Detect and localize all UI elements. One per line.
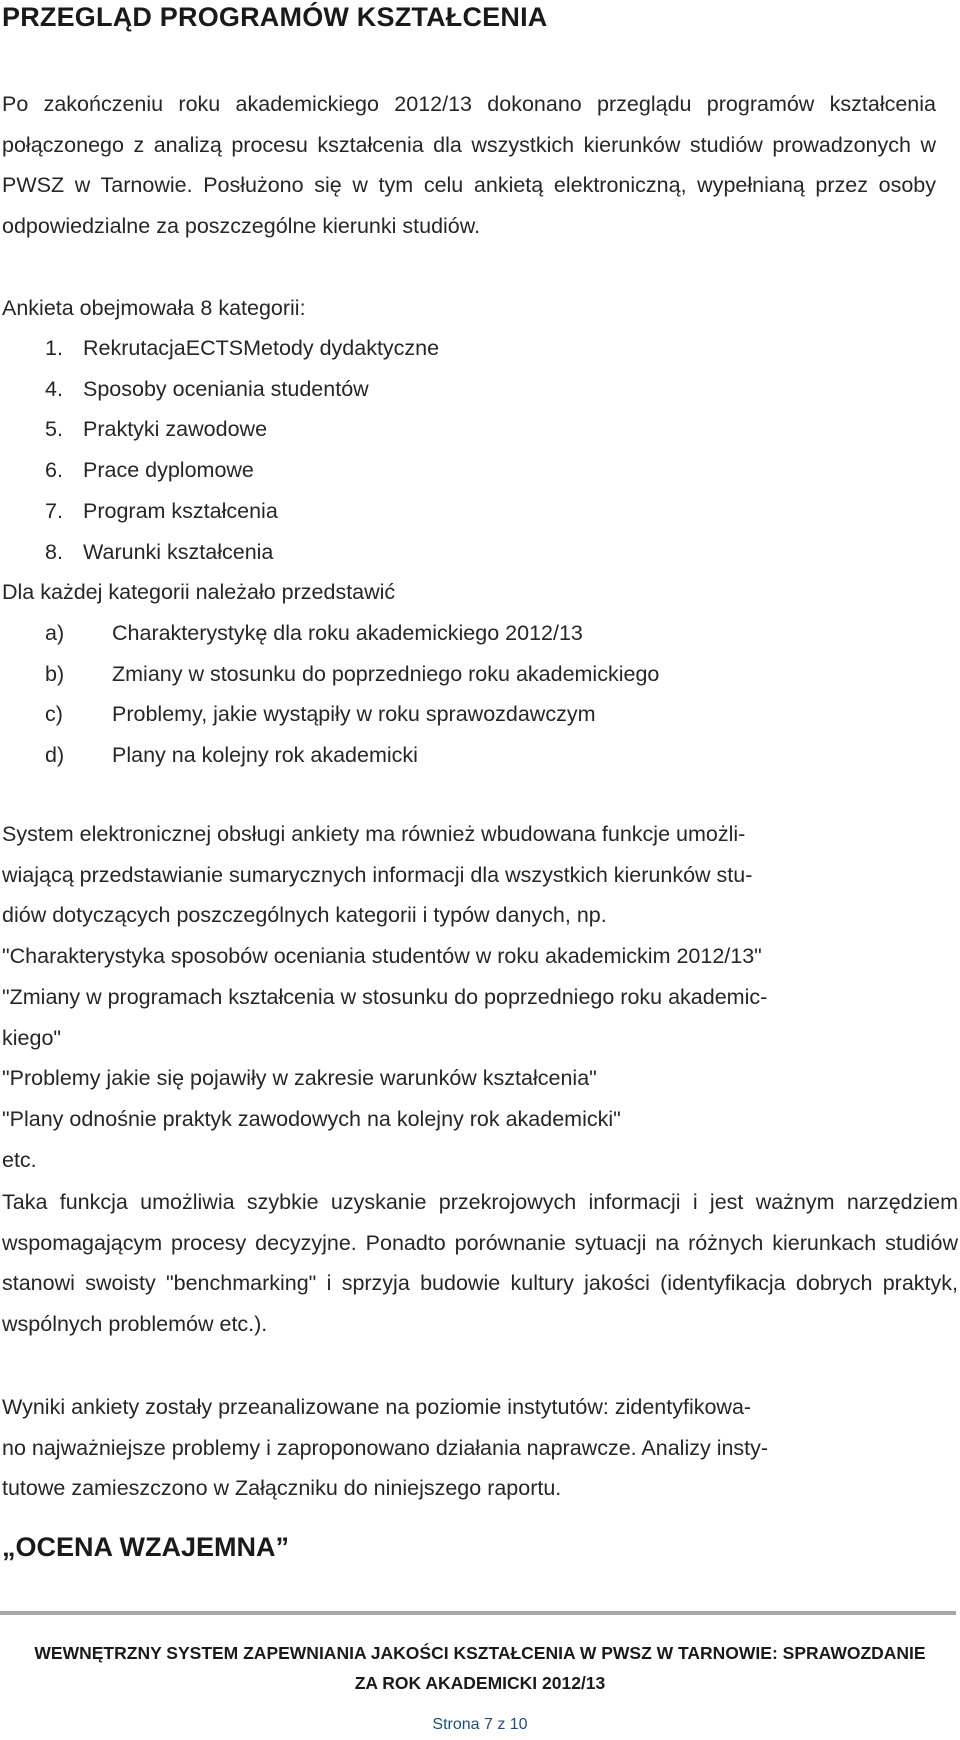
intro-text: Po zakończeniu roku akademickiego 2012/13 dokonano przeglądu programów kształcenia połączonego z analizą procesu kształcenia dla wszystkich kierunków studiów prowadzonych w PWSZ w Tarnowie. Posłużono się w tym celu ankietą elektroniczną, wypełnianą przez osoby odpowiedzialne za poszczególne kierunki studiów. [2, 92, 936, 238]
text-line: tutowe zamieszczono w Załączniku do niniejszego raportu. [2, 1476, 562, 1501]
list-label: Charakterystykę dla roku akademickiego 2012/13 [112, 621, 583, 645]
list-item [45, 735, 659, 776]
list-number: 6. [45, 458, 63, 483]
list-letter: a) [45, 621, 65, 645]
text-line: System elektronicznej obsługi ankiety ma również wbudowana funkcje umożli- [2, 822, 746, 846]
list-item [45, 694, 659, 735]
list-number: 7. [45, 498, 63, 523]
system-paragraph [2, 814, 958, 1180]
list-letter: d) [45, 743, 65, 768]
text-line: "Plany odnośnie praktyk zawodowych na kolejny rok akademicki" [2, 1106, 621, 1131]
page-number: Strona 7 z 10 [432, 1716, 528, 1733]
footer-title [0, 1638, 960, 1698]
text-line: diów dotyczących poszczególnych kategorii i typów danych, np. [2, 903, 607, 928]
text-line: "Problemy jakie się pojawiły w zakresie warunków kształcenia" [2, 1066, 597, 1091]
categories-intro: Ankieta obejmowała 8 kategorii: [2, 296, 306, 320]
list-number: 1. [45, 336, 63, 360]
list-label: Zmiany w stosunku do poprzedniego roku akademickiego [112, 661, 660, 686]
text-line: kiego" [2, 1025, 62, 1050]
text-line: wiającą przedstawianie sumarycznych informacji dla wszystkich kierunków stu- [2, 862, 753, 887]
list-label: Plany na kolejny rok akademicki [112, 743, 418, 768]
page-title: PRZEGLĄD PROGRAMÓW KSZTAŁCENIA [2, 2, 548, 32]
list-label: Sposoby oceniania studentów [83, 376, 369, 401]
list-item [45, 491, 439, 532]
list-label: RekrutacjaECTSMetody dydaktyczne [83, 336, 440, 360]
text-line: etc. [2, 1147, 37, 1172]
list-label: Program kształcenia [83, 498, 278, 523]
list-number: 8. [45, 539, 63, 564]
list-letter: b) [45, 661, 65, 686]
function-paragraph [2, 1182, 958, 1345]
intro-paragraph [2, 84, 936, 246]
text-line: "Charakterystyka sposobów oceniania studentów w roku akademickim 2012/13" [2, 944, 762, 969]
list-label: Prace dyplomowe [83, 458, 254, 483]
list-number: 5. [45, 417, 63, 442]
text-line: no najważniejsze problemy i zaproponowano działania naprawcze. Analizy insty- [2, 1435, 769, 1460]
list-label: Problemy, jakie wystąpiły w roku sprawozdawczym [112, 702, 596, 727]
footer-divider [0, 1611, 956, 1615]
list-label: Praktyki zawodowe [83, 417, 268, 442]
list-item [45, 450, 439, 491]
section-heading: „OCENA WZAJEMNA” [2, 1532, 289, 1562]
footer-line: ZA ROK AKADEMICKI 2012/13 [354, 1673, 606, 1693]
list-item [45, 369, 439, 410]
list-number: 4. [45, 376, 63, 401]
present-list [45, 613, 659, 776]
text-line: Wyniki ankiety zostały przeanalizowane na poziomie instytutów: zidentyfikowa- [2, 1395, 752, 1419]
text-line: "Zmiany w programach kształcenia w stosunku do poprzedniego roku akademic- [2, 984, 768, 1009]
list-item [45, 328, 439, 369]
categories-list [45, 328, 439, 572]
list-item [45, 409, 439, 450]
results-paragraph [2, 1387, 958, 1509]
present-intro: Dla każdej kategorii należało przedstawić [2, 580, 396, 604]
list-letter: c) [45, 702, 63, 727]
list-item [45, 654, 659, 695]
list-item [45, 613, 659, 654]
list-label: Warunki kształcenia [83, 539, 274, 564]
footer-line: WEWNĘTRZNY SYSTEM ZAPEWNIANIA JAKOŚCI KSZTAŁCENIA W PWSZ W TARNOWIE: SPRAWOZDANIE [34, 1643, 926, 1663]
list-item [45, 532, 439, 573]
function-text: Taka funkcja umożliwia szybkie uzyskanie przekrojowych informacji i jest ważnym narzędziem wspomagającym procesy decyzyjne. Ponadto porównanie sytuacji na różnych kierunkach studiów stanowi swoisty "benchmarking" i sprzyja budowie kultury jakości (identyfikacja dobrych praktyk, wspólnych problemów etc.). [2, 1190, 958, 1337]
